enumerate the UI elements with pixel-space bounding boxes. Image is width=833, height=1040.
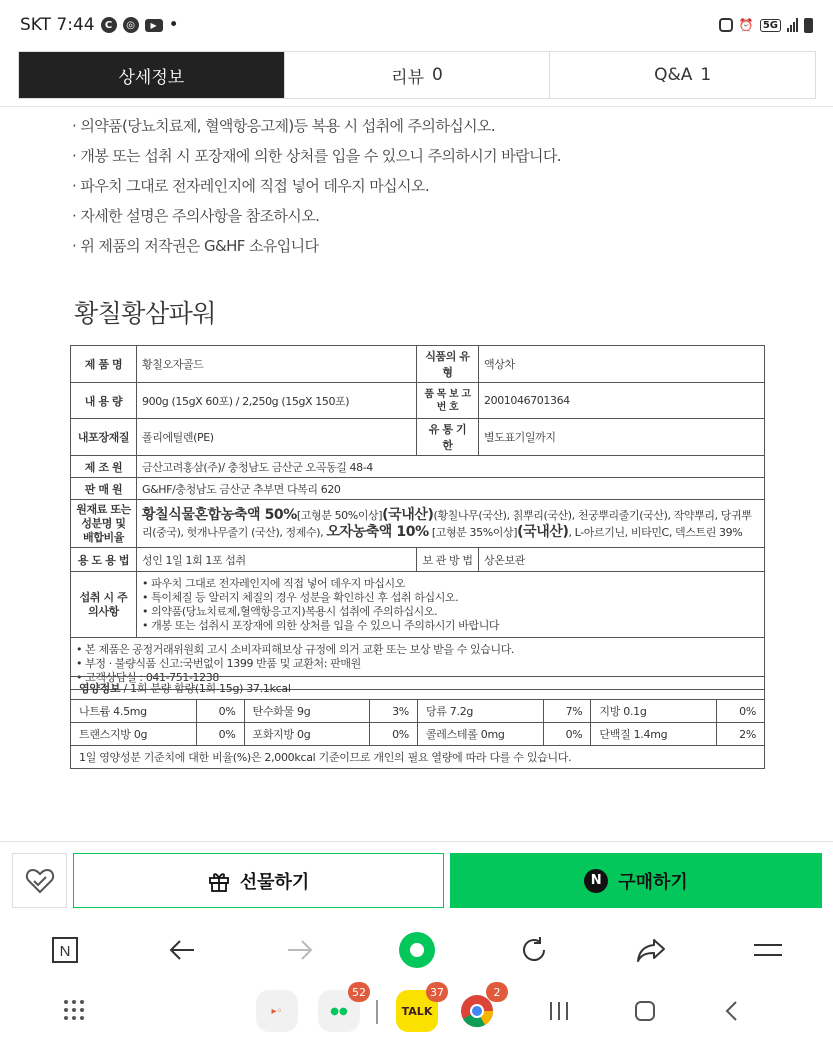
- notice-item: • 고객상담실 : 041-751-1238: [76, 670, 219, 684]
- label-content: 내 용 량: [71, 383, 137, 419]
- notification-c-icon: C: [101, 17, 117, 33]
- ingredient-main-solid: [고형분 50%이상]: [296, 508, 383, 522]
- nutrient-pct: 0%: [196, 723, 244, 746]
- product-info-table: [70, 345, 765, 690]
- ingredient-main-detail: (황칠나무(국산), 칡뿌리(국산), 천궁뿌리줄기(국산), 작약뿌리, 당귀뿌리(중국), 헛개나무줄기 (국산), 정제수),: [142, 508, 752, 539]
- nutrition-header-bold: 영양정보: [79, 682, 121, 695]
- kakaotalk-app[interactable]: [396, 985, 444, 1032]
- forward-button[interactable]: [280, 930, 320, 970]
- naver-pay-icon: N: [584, 869, 608, 893]
- nutrient-item: 탄수화물 9g: [244, 700, 370, 723]
- app-drawer-button[interactable]: [62, 998, 86, 1026]
- more-notifications-dot: •: [168, 15, 179, 35]
- value-product-name: 황칠오자골드: [137, 346, 417, 383]
- recent-app-1[interactable]: [256, 990, 298, 1032]
- notice-item: • 본 제품은 공정거래위원회 고시 소비자피해보상 규정에 의거 교환 또는 보상 받을 수 있습니다.: [76, 642, 515, 656]
- buy-button[interactable]: [450, 853, 822, 908]
- gift-button-label: 선물하기: [239, 871, 310, 893]
- caution-item: • 의약품(당뇨치료제,혈액항응고지)복용시 섭취에 주의하십시오.: [142, 604, 438, 618]
- refresh-icon: [520, 936, 548, 964]
- nutrition-header-rest: / 1회 분량 함량(1회 15g) 37.1kcal: [120, 682, 291, 695]
- carrier-time: SKT 7:44: [20, 15, 95, 35]
- value-maker: 금산고려홍삼(주)/ 충청남도 금산군 오곡동길 48-4: [137, 456, 765, 478]
- nutrient-item: 지방 0.1g: [591, 700, 717, 723]
- caution-item: • 개봉 또는 섭취시 포장재에 의한 상처를 입을 수 있으니 주의하시기 바랍니다: [142, 618, 500, 632]
- tab-qna-count: 1: [700, 65, 712, 85]
- kakaotalk-icon: TALK: [401, 1004, 433, 1018]
- label-product-name: 제 품 명: [71, 346, 137, 383]
- tab-qna[interactable]: [549, 52, 815, 98]
- chevron-left-icon: [722, 1000, 742, 1022]
- label-packaging: 내포장재질: [71, 419, 137, 456]
- kakaotalk-badge: 37: [426, 982, 448, 1002]
- hamburger-icon: [753, 940, 783, 960]
- recents-icon: [548, 1000, 570, 1022]
- nutrient-pct: 7%: [543, 700, 591, 723]
- chrome-app[interactable]: [456, 985, 501, 1032]
- value-packaging: 폴리에틸렌(PE): [137, 419, 417, 456]
- youtube-notification-icon: ▶: [145, 19, 163, 32]
- label-expiry: 유 통 기 한: [417, 419, 479, 456]
- naver-app-icon: ●●: [330, 1005, 348, 1017]
- value-content: 900g (15gX 60포) / 2,250g (15gX 150포): [137, 383, 417, 419]
- nutrient-pct: 0%: [370, 723, 418, 746]
- nutrient-item: 나트륨 4.5mg: [71, 700, 197, 723]
- battery-icon: [804, 18, 813, 33]
- signal-icon: [787, 18, 798, 32]
- note-item: · 파우치 그대로 전자레인지에 직접 넣어 데우지 마십시오.: [72, 177, 429, 195]
- naver-badge: 52: [348, 982, 370, 1002]
- nutrient-pct: 0%: [196, 700, 244, 723]
- nutrition-header: [71, 677, 765, 700]
- chrome-badge: 2: [486, 982, 508, 1002]
- share-button[interactable]: [631, 930, 671, 970]
- caution-item: • 파우치 그대로 전자레인지에 직접 넣어 데우지 마십시오: [142, 576, 405, 590]
- ingredient-main: 황칠식물혼합농축액 50%: [142, 506, 297, 523]
- tab-review-label: 리뷰: [391, 67, 425, 88]
- nutrient-pct: 3%: [370, 700, 418, 723]
- tab-detail-label: 상세정보: [118, 67, 185, 88]
- value-cautions: [137, 572, 765, 638]
- value-report-no: 2001046701364: [479, 383, 765, 419]
- arrow-right-icon: [286, 938, 314, 962]
- nutrient-item: 포화지방 0g: [244, 723, 370, 746]
- gift-icon: [208, 870, 230, 892]
- label-caution: 섭취 시 주의사항: [71, 572, 137, 638]
- label-report-no: 품 목 보 고 번 호: [417, 383, 479, 419]
- label-maker: 제 조 원: [71, 456, 137, 478]
- status-bar: [0, 0, 833, 50]
- tabs-button[interactable]: [45, 930, 85, 970]
- home-nav-button[interactable]: [634, 1000, 656, 1026]
- menu-button[interactable]: [748, 930, 788, 970]
- recent-app-naver[interactable]: [318, 985, 366, 1032]
- chrome-notification-icon: ◎: [123, 17, 139, 33]
- label-food-type: 식품의 유형: [417, 346, 479, 383]
- nutrient-pct: 0%: [717, 700, 765, 723]
- ingredient-main-origin: (국내산): [382, 506, 434, 523]
- system-navigation: [0, 982, 833, 1040]
- note-item: · 개봉 또는 섭취 시 포장재에 의한 상처를 입을 수 있으니 주의하시기 바랍니다.: [72, 147, 561, 165]
- wishlist-button[interactable]: [12, 853, 67, 908]
- heart-check-icon: [25, 867, 55, 895]
- nutrient-item: 트랜스지방 0g: [71, 723, 197, 746]
- value-food-type: 액상차: [479, 346, 765, 383]
- notice-item: • 부정 · 불량식품 신고:국번없이 1399 반품 및 교환처: 판매원: [76, 656, 361, 670]
- note-item: · 위 제품의 저작권은 G&HF 소유입니다: [72, 237, 319, 255]
- value-ingredients: [137, 500, 765, 548]
- nutrient-pct: 2%: [717, 723, 765, 746]
- gift-button[interactable]: [73, 853, 444, 908]
- back-nav-button[interactable]: [722, 1000, 742, 1026]
- app-1-icon: ▸◦: [271, 1005, 283, 1017]
- svg-text:N: N: [59, 943, 71, 960]
- caution-notes: [72, 115, 561, 265]
- product-detail-content[interactable]: [0, 107, 833, 840]
- label-ingredients: 원재료 또는 성분명 및 배합비율: [71, 500, 137, 548]
- label-usage: 용 도 용 법: [71, 548, 137, 572]
- nutrient-item: 당류 7.2g: [417, 700, 543, 723]
- dock-divider: [376, 1000, 378, 1024]
- caution-item: • 특이체질 등 알러지 체질의 경우 성분을 확인하신 후 섭취 하십시오.: [142, 590, 459, 604]
- buy-button-label: 구매하기: [618, 871, 688, 893]
- network-type: 5G: [760, 19, 781, 32]
- value-expiry: 별도표기일까지: [479, 419, 765, 456]
- ingredient-oja-origin: (국내산): [517, 523, 569, 540]
- note-item: · 의약품(당뇨치료제, 혈액항응고제)등 복용 시 섭취에 주의하십시오.: [72, 117, 496, 135]
- nutrition-footnote: 1일 영양성분 기준치에 대한 비율(%)은 2,000kcal 기준이므로 개인의 필요 열량에 따라 다를 수 있습니다.: [71, 746, 765, 769]
- browser-toolbar: [0, 918, 833, 982]
- note-item: · 자세한 설명은 주의사항을 참조하시오.: [72, 207, 320, 225]
- grid-dots-icon: [62, 998, 86, 1022]
- ingredient-rest: , L-아르기닌, 비타민C, 덱스트린 39%: [568, 525, 743, 539]
- tab-qna-label: Q&A: [654, 65, 693, 85]
- nutrition-table: [70, 676, 765, 769]
- nutrient-item: 콜레스테롤 0mg: [417, 723, 543, 746]
- label-storage: 보 관 방 법: [417, 548, 479, 572]
- ingredient-oja: 오자농축액 10%: [326, 523, 429, 540]
- tab-review-count: 0: [432, 65, 443, 85]
- alarm-icon: ⏰: [738, 18, 754, 32]
- tab-review[interactable]: [284, 52, 550, 98]
- tabs-icon: [51, 936, 79, 964]
- product-title: 황칠황삼파워: [74, 299, 216, 328]
- home-square-icon: [634, 1000, 656, 1022]
- refresh-button[interactable]: [514, 930, 554, 970]
- recents-button[interactable]: [548, 1000, 570, 1026]
- tab-detail[interactable]: [19, 52, 284, 98]
- nutrient-pct: 0%: [543, 723, 591, 746]
- detail-tabs: [18, 51, 816, 99]
- ingredient-oja-solid: [고형분 35%이상]: [431, 525, 518, 539]
- arrow-left-icon: [168, 938, 196, 962]
- label-seller: 판 매 원: [71, 478, 137, 500]
- green-dot-home-icon: [398, 931, 436, 969]
- value-seller: G&HF/충청남도 금산군 추부면 다복리 620: [137, 478, 765, 500]
- lock-icon: [719, 18, 733, 32]
- buy-bar: [0, 841, 833, 918]
- home-button[interactable]: [397, 930, 437, 970]
- value-usage: 성인 1일 1회 1포 섭취: [137, 548, 417, 572]
- nutrient-item: 단백질 1.4mg: [591, 723, 717, 746]
- back-button[interactable]: [162, 930, 202, 970]
- value-storage: 상온보관: [479, 548, 765, 572]
- share-icon: [636, 937, 666, 963]
